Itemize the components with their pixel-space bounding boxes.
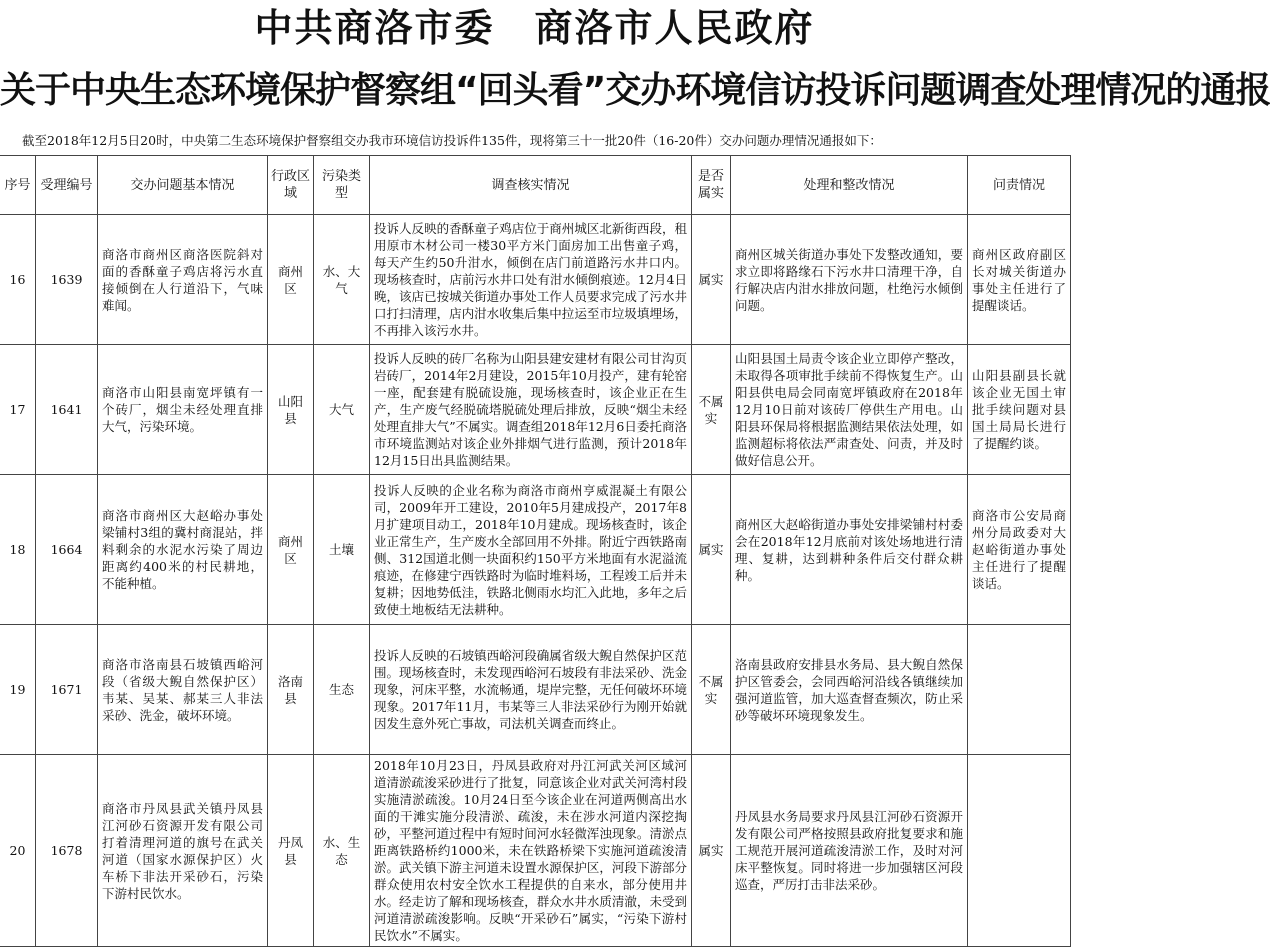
- cell-verified: 不属实: [692, 625, 731, 755]
- cell-num: 1664: [36, 475, 98, 625]
- cell-handling: 丹凤县水务局要求丹凤县江河砂石资源开发有限公司严格按照县政府批复要求和施工规范开展河道疏浚清淤工作，及时对河床平整恢复。同时将进一步加强辖区河段巡查，严厉打击非法采砂。: [731, 755, 968, 947]
- cell-handling: 山阳县国土局责令该企业立即停产整改，未取得各项审批手续前不得恢复生产。山阳县供电局会同南宽坪镇政府在2018年12月10日前对该砖厂停供生产用电。山阳县环保局将根据监测结果依法处理，如监测超标将依法严肃查处、问责，并及时做好信息公开。: [731, 345, 968, 475]
- table-row: [0, 215, 1071, 345]
- cell-num: 1639: [36, 215, 98, 345]
- cell-investigation: 投诉人反映的企业名称为商洛市商州亨威混凝土有限公司，2009年开工建设，2010年5月建成投产，2017年8月扩建项目动工，2018年10月建成。现场核查时，该企业正常生产，生产废水全部回用不外排。附近宁西铁路南侧、312国道北侧一块面积约150平方米地面有水泥溢流痕迹，在修建宁西铁路时为临时堆料场，工程竣工后并未复耕；因地势低洼，铁路北侧雨水均汇入此地，多年之后致使土地板结无法耕种。: [370, 475, 692, 625]
- cell-seq: 17: [0, 345, 36, 475]
- table-header-row: [0, 156, 1071, 215]
- report-table: [0, 155, 1071, 947]
- cell-handling: 商州区城关街道办事处下发整改通知，要求立即将路缘石下污水井口清理干净，自行解决店内泔水排放问题，杜绝污水倾倒问题。: [731, 215, 968, 345]
- cell-num: 1641: [36, 345, 98, 475]
- table-row: [0, 755, 1071, 947]
- cell-seq: 16: [0, 215, 36, 345]
- header-investigation: 调查核实情况: [370, 156, 692, 215]
- cell-seq: 18: [0, 475, 36, 625]
- cell-problem: 商洛市山阳县南宽坪镇有一个砖厂，烟尘未经处理直排大气，污染环境。: [98, 345, 268, 475]
- cell-pollution: 水、大气: [314, 215, 370, 345]
- cell-verified: 属实: [692, 755, 731, 947]
- cell-accountability: 山阳县副县长就该企业无国土审批手续问题对县国土局局长进行了提醒约谈。: [968, 345, 1071, 475]
- cell-region: 商州区: [268, 475, 314, 625]
- table-row: [0, 475, 1071, 625]
- table-row: [0, 345, 1071, 475]
- cell-region: 山阳县: [268, 345, 314, 475]
- cell-problem: 商洛市洛南县石坡镇西峪河段（省级大鲵自然保护区）韦某、吴某、郝某三人非法采砂、洗金，破坏环境。: [98, 625, 268, 755]
- title-line-1: 中共商洛市委 商洛市人民政府: [254, 6, 815, 50]
- cell-num: 1671: [36, 625, 98, 755]
- header-seq: 序号: [0, 156, 36, 215]
- cell-region: 洛南县: [268, 625, 314, 755]
- table-row: [0, 625, 1071, 755]
- cell-region: 丹凤县: [268, 755, 314, 947]
- cell-investigation: 投诉人反映的香酥童子鸡店位于商州城区北新街西段，租用原市木材公司一楼30平方米门面房加工出售童子鸡，每天产生约50升泔水，倾倒在店门前道路污水井口内。现场核查时，店前污水井口处有泔水倾倒痕迹。12月4日晚，该店已按城关街道办事处工作人员要求完成了污水井口打扫清理，店内泔水收集后集中拉运至市垃圾填埋场，不再排入该污水井。: [370, 215, 692, 345]
- cell-seq: 19: [0, 625, 36, 755]
- header-handling: 处理和整改情况: [731, 156, 968, 215]
- cell-investigation: 投诉人反映的砖厂名称为山阳县建安建材有限公司甘沟页岩砖厂，2014年2月建设，2015年10月投产，建有轮窑一座，配套建有脱硫设施，现场核查时，该企业正在生产，生产废气经脱硫塔脱硫处理后排放，反映“烟尘未经处理直排大气”不属实。调查组2018年12月6日委托商洛市环境监测站对该企业外排烟气进行监测，预计2018年12月15日出具监测结果。: [370, 345, 692, 475]
- header-verified: 是否属实: [692, 156, 731, 215]
- cell-pollution: 水、生态: [314, 755, 370, 947]
- cell-accountability: 商洛市公安局商州分局政委对大赵峪街道办事处主任进行了提醒谈话。: [968, 475, 1071, 625]
- header-problem: 交办问题基本情况: [98, 156, 268, 215]
- header-num: 受理编号: [36, 156, 98, 215]
- cell-pollution: 大气: [314, 345, 370, 475]
- cell-seq: 20: [0, 755, 36, 947]
- cell-verified: 属实: [692, 215, 731, 345]
- cell-handling: 洛南县政府安排县水务局、县大鲵自然保护区管委会，会同西峪河沿线各镇继续加强河道监管，加大巡查督查频次，防止采砂等破坏环境现象发生。: [731, 625, 968, 755]
- cell-verified: 属实: [692, 475, 731, 625]
- cell-verified: 不属实: [692, 345, 731, 475]
- cell-accountability: [968, 755, 1071, 947]
- cell-investigation: 投诉人反映的石坡镇西峪河段确属省级大鲵自然保护区范围。现场核查时，未发现西峪河石坡段有非法采砂、洗金现象，河床平整，水流畅通，堤岸完整，无任何破坏环境现象。2017年11月，韦某等三人非法采砂行为刚开始就因发生意外死亡事故，司法机关调查而终止。: [370, 625, 692, 755]
- cell-investigation: 2018年10月23日，丹凤县政府对丹江河武关河区域河道清淤疏浚采砂进行了批复，同意该企业对武关河湾村段实施清淤疏浚。10月24日至今该企业在河道两侧高出水面的干滩实施分段清淤、疏浚，未在涉水河道内深挖掏砂，平整河道过程中有短时间河水轻微浑浊现象。清淤点距离铁路桥约1000米，未在铁路桥梁下实施河道疏浚清淤。武关镇下游主河道未设置水源保护区，河段下游部分群众使用农村安全饮水工程提供的自来水，部分使用井水。经走访了解和现场核查，群众水井水质清澈，未受到河道清淤疏浚影响。反映“开采砂石”属实，“污染下游村民饮水”不属实。: [370, 755, 692, 947]
- header-pollution: 污染类型: [314, 156, 370, 215]
- cell-num: 1678: [36, 755, 98, 947]
- cell-problem: 商洛市丹凤县武关镇丹凤县江河砂石资源开发有限公司打着清理河道的旗号在武关河道（国家水源保护区）火车桥下非法开采砂石，污染下游村民饮水。: [98, 755, 268, 947]
- cell-pollution: 生态: [314, 625, 370, 755]
- cell-accountability: [968, 625, 1071, 755]
- header-accountability: 问责情况: [968, 156, 1071, 215]
- cell-region: 商州区: [268, 215, 314, 345]
- cell-problem: 商洛市商州区商洛医院斜对面的香酥童子鸡店将污水直接倾倒在人行道沿下，气味难闻。: [98, 215, 268, 345]
- intro-paragraph: 截至2018年12月5日20时，中央第二生态环境保护督察组交办我市环境信访投诉件135件，现将第三十一批20件（16-20件）交办问题办理情况通报如下：: [22, 133, 882, 148]
- cell-problem: 商洛市商州区大赵峪办事处梁铺村3组的冀村商混站，拌料剩余的水泥水污染了周边距离约400米的村民耕地，不能种植。: [98, 475, 268, 625]
- header-region: 行政区域: [268, 156, 314, 215]
- cell-handling: 商州区大赵峪街道办事处安排梁铺村村委会在2018年12月底前对该处场地进行清理、复耕，达到耕种条件后交付群众耕种。: [731, 475, 968, 625]
- cell-accountability: 商州区政府副区长对城关街道办事处主任进行了提醒谈话。: [968, 215, 1071, 345]
- cell-pollution: 土壤: [314, 475, 370, 625]
- title-line-2: 关于中央生态环境保护督察组“回头看”交办环境信访投诉问题调查处理情况的通报: [0, 70, 1270, 111]
